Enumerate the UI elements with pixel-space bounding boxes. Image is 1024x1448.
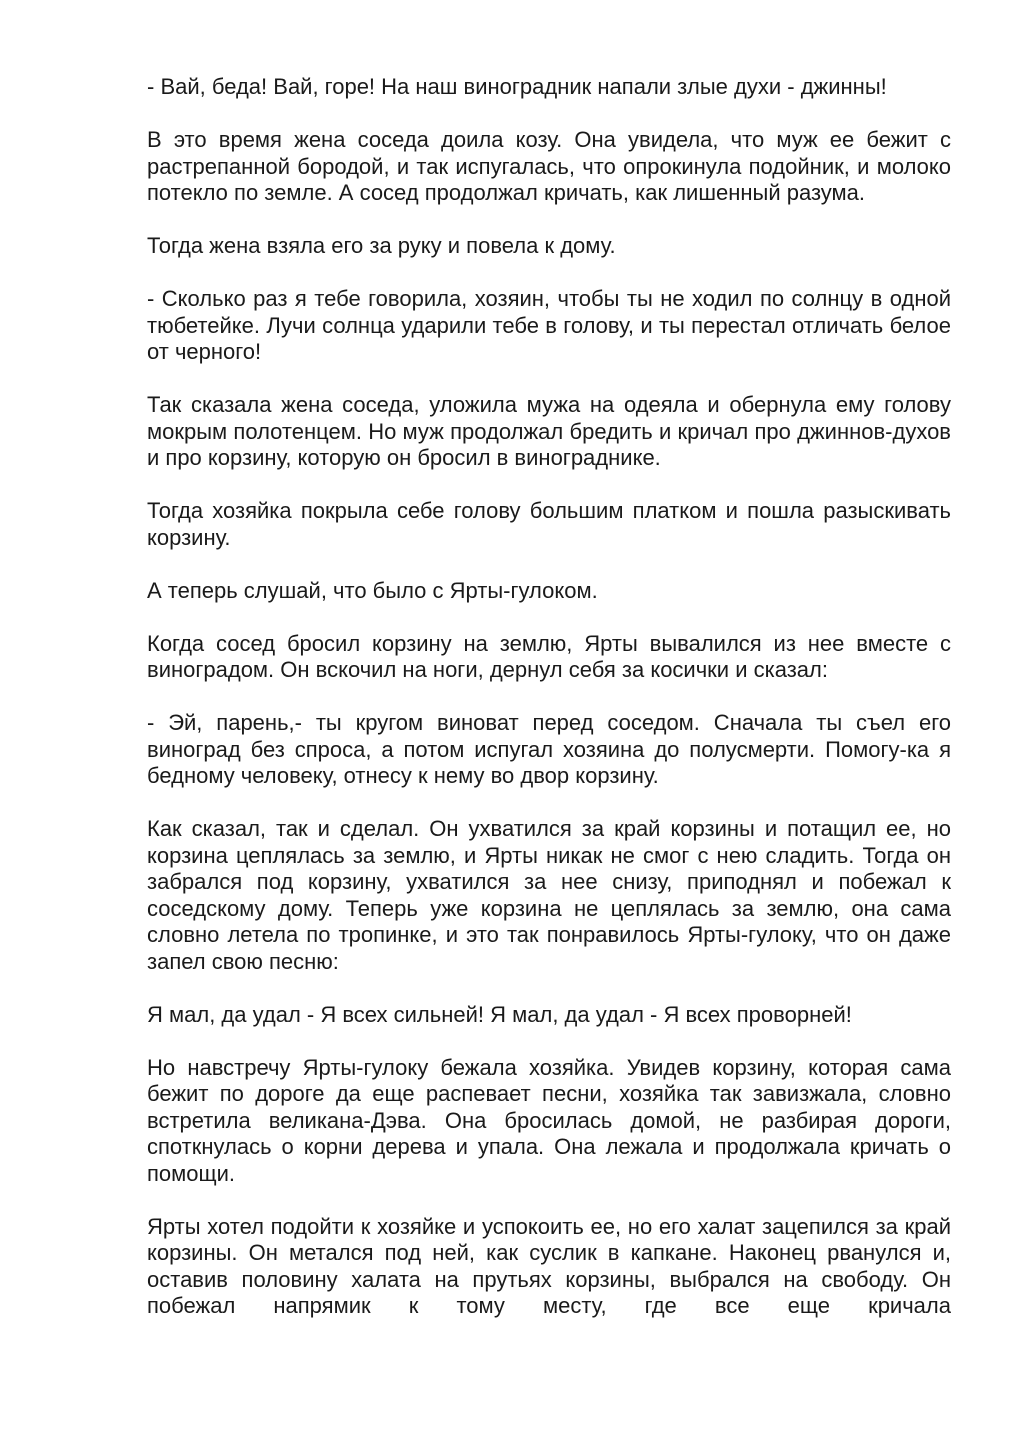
paragraph-5: Так сказала жена соседа, уложила мужа на одеяла и обернула ему голову мокрым полотенцем. Но муж продолжал бредить и кричал про джиннов-духов и про корзину, которую он бросил в винограднике. [147,392,951,470]
song-verse: Я мал, да удал - Я всех сильней! Я мал, да удал - Я всех проворней! [147,1001,852,1027]
paragraph-10: Как сказал, так и сделал. Он ухватился за край корзины и потащил ее, но корзина цеплялась за землю, и Ярты никак не смог с нею сладить. Тогда он забрался под корзину, ухватился за нее снизу, приподнял и побежал к соседскому дому. Теперь уже корзина не цеплялась за землю, она сама словно летела по тропинке, и это так понравилось Ярты-гулоку, что он даже запел свою песню: [147,816,951,974]
document-page [147,74,951,1320]
paragraph-12: Но навстречу Ярты-гулоку бежала хозяйка. Увидев корзину, которая сама бежит по дороге да еще распевает песни, хозяйка так завизжала, словно встретила великана-Дэва. Она бросилась домой, не разбирая дороги, споткнулась о корни дерева и упала. Она лежала и продолжала кричать о помощи. [147,1054,951,1186]
paragraph-4: - Сколько раз я тебе говорила, хозяин, чтобы ты не ходил по солнцу в одной тюбетейке. Лучи солнца ударили тебе в голову, и ты перестал отличать белое от черного! [147,286,951,364]
paragraph-6: Тогда хозяйка покрыла себе голову большим платком и пошла разыскивать корзину. [147,498,951,550]
paragraph-8: Когда сосед бросил корзину на землю, Ярты вывалился из нее вместе с виноградом. Он вскочил на ноги, дернул себя за косички и сказал: [147,630,951,682]
paragraph-7: А теперь слушай, что было с Ярты-гулоком. [147,577,598,603]
paragraph-13: Ярты хотел подойти к хозяйке и успокоить ее, но его халат зацепился за край корзины. Он метался под ней, как суслик в капкане. Наконец рванулся и, оставив половину халата на прутьях корзины, выбрался на свободу. Он побежал напрямик к тому месту, где все еще кричала [147,1213,951,1318]
paragraph-3: Тогда жена взяла его за руку и повела к дому. [147,233,616,258]
paragraph-1: - Вай, беда! Вай, горе! На наш виноградник напали злые духи - джинны! [147,74,887,99]
paragraph-2: В это время жена соседа доила козу. Она увидела, что муж ее бежит с растрепанной бородой, и так испугалась, что опрокинула подойник, и молоко потекло по земле. А сосед продолжал кричать, как лишенный разума. [147,127,951,205]
paragraph-9: - Эй, парень,- ты кругом виноват перед соседом. Сначала ты съел его виноград без спроса, а потом испугал хозяина до полусмерти. Помогу-ка я бедному человеку, отнесу к нему во двор корзину. [147,710,951,788]
